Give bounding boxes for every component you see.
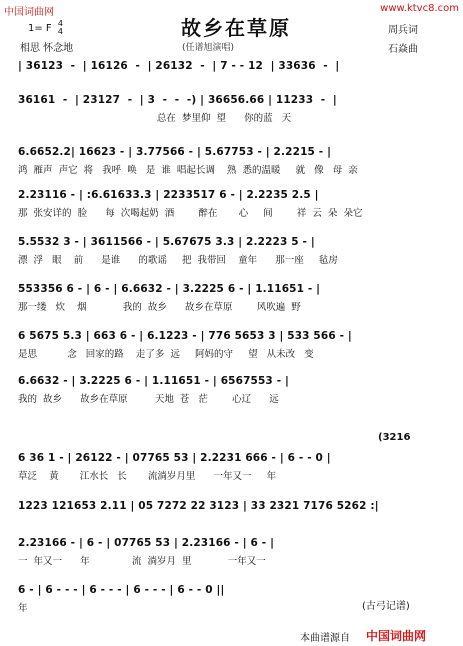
time-signature <box>58 20 63 36</box>
singer-note: (任谱旭演唱) <box>182 43 235 53</box>
notation-row: 5.5532 3 - | 3611566 - | 5.67675 3.3 | 2.2223 5 - | <box>18 236 315 248</box>
notation-row: 36161 - | 23127 - | 3 - - -) | 36656.66 | 11233 - | <box>18 94 337 106</box>
lyricist: 周兵词 <box>388 25 418 36</box>
lyric-row: 鸿 雁声 声它 将 我呼 唤 是 谁 唱起长调 熟 悉的温暖 就 像 母 亲 <box>18 165 358 176</box>
time-numerator: 4 <box>57 19 63 28</box>
notation-row: 6.6652.2| 16623 - | 3.77566 - | 5.67753 - | 2.2215 - | <box>18 146 332 158</box>
notation-row: 6.6632 - | 3.2225 6 - | 1.11651 - | 6567553 - | <box>18 375 289 387</box>
song-title: 故乡在草原 <box>181 16 291 40</box>
lyric-row: 是思 念 回家的路 走了多 远 阿妈的守 望 从未改 变 <box>18 349 314 360</box>
transcriber-note: (古弓记谱) <box>362 601 410 612</box>
footer-brand: 中国词曲网 <box>366 629 427 643</box>
lyric-row: 那一缕 炊 烟 我的 故乡 故乡在草原 风吹遍 野 <box>18 302 301 313</box>
score-line <box>0 236 463 282</box>
score-line <box>0 146 463 192</box>
site-watermark-right: www.ktvc8.com <box>380 3 459 14</box>
mood-marking: 相思 怀念地 <box>20 43 74 54</box>
footer-source-label: 本曲谱源自 <box>300 633 350 644</box>
lyric-row: 草泛 黄 江水长 长 流淌岁月里 一年又一 年 <box>18 471 277 482</box>
lyric-row: 我的 故乡 故乡在草原 天地 苍 茫 心辽 远 <box>18 394 279 405</box>
notation-row: 2.23116 - | :6.61633.3 | 2233517 6 - | 2.2235 2.5 | <box>18 189 319 201</box>
score-line <box>0 537 463 583</box>
score-line <box>0 375 463 421</box>
notation-row: 553356 6 - | 6 - | 6.6632 - | 3.2225 6 - | 1.11651 - | <box>18 283 321 295</box>
notation-row: 6 36 1 - | 26122 - | 07765 53 | 2.2231 666 - | 6 - - 0 | <box>18 452 331 464</box>
notation-row: 2.23166 - | 6 - | 07765 53 | 2.23166 - | 6 - | <box>18 537 275 549</box>
score-line <box>0 283 463 329</box>
notation-row: 6 - | 6 - - - | 6 - - - | 6 - - - | 6 - - 0 || <box>18 584 225 596</box>
site-watermark-left: 中国词曲网 <box>4 7 54 18</box>
lyric-row: 总在 梦里仰 望 你的蓝 天 <box>18 113 292 124</box>
lyric-row: 一 年又一 年 流 淌岁月 里 一年又一 <box>18 556 266 567</box>
score-line <box>0 330 463 376</box>
notation-row: 6 5675 5.3 | 663 6 - | 6.1223 - | 776 5653 3 | 533 566 - | <box>18 330 352 342</box>
intro-tag: (3216 <box>378 432 411 443</box>
notation-row: 1223 121653 2.11 | 05 7272 22 3123 | 33 2321 7176 5262 :| <box>18 500 379 512</box>
key-label: 1= F <box>28 23 52 34</box>
time-denominator: 4 <box>57 27 63 36</box>
key-signature <box>28 20 63 36</box>
lyric-row: 那 张安详的 脸 每 次喝起奶 酒 醉在 心 间 祥 云 朵 朵它 <box>18 208 363 219</box>
score-line <box>0 94 463 140</box>
score-line <box>0 452 463 498</box>
composer: 石焱曲 <box>388 44 418 55</box>
score-line <box>0 189 463 235</box>
lyric-row: 漂 浮 眼 前 是谁 的歌谣 把 我带回 童年 那一座 毡房 <box>18 255 338 266</box>
lyric-row: 年 <box>18 603 28 614</box>
notation-row: | 36123 - | 16126 - | 26132 - | 7 - - 12 | 33636 - | <box>18 60 340 72</box>
